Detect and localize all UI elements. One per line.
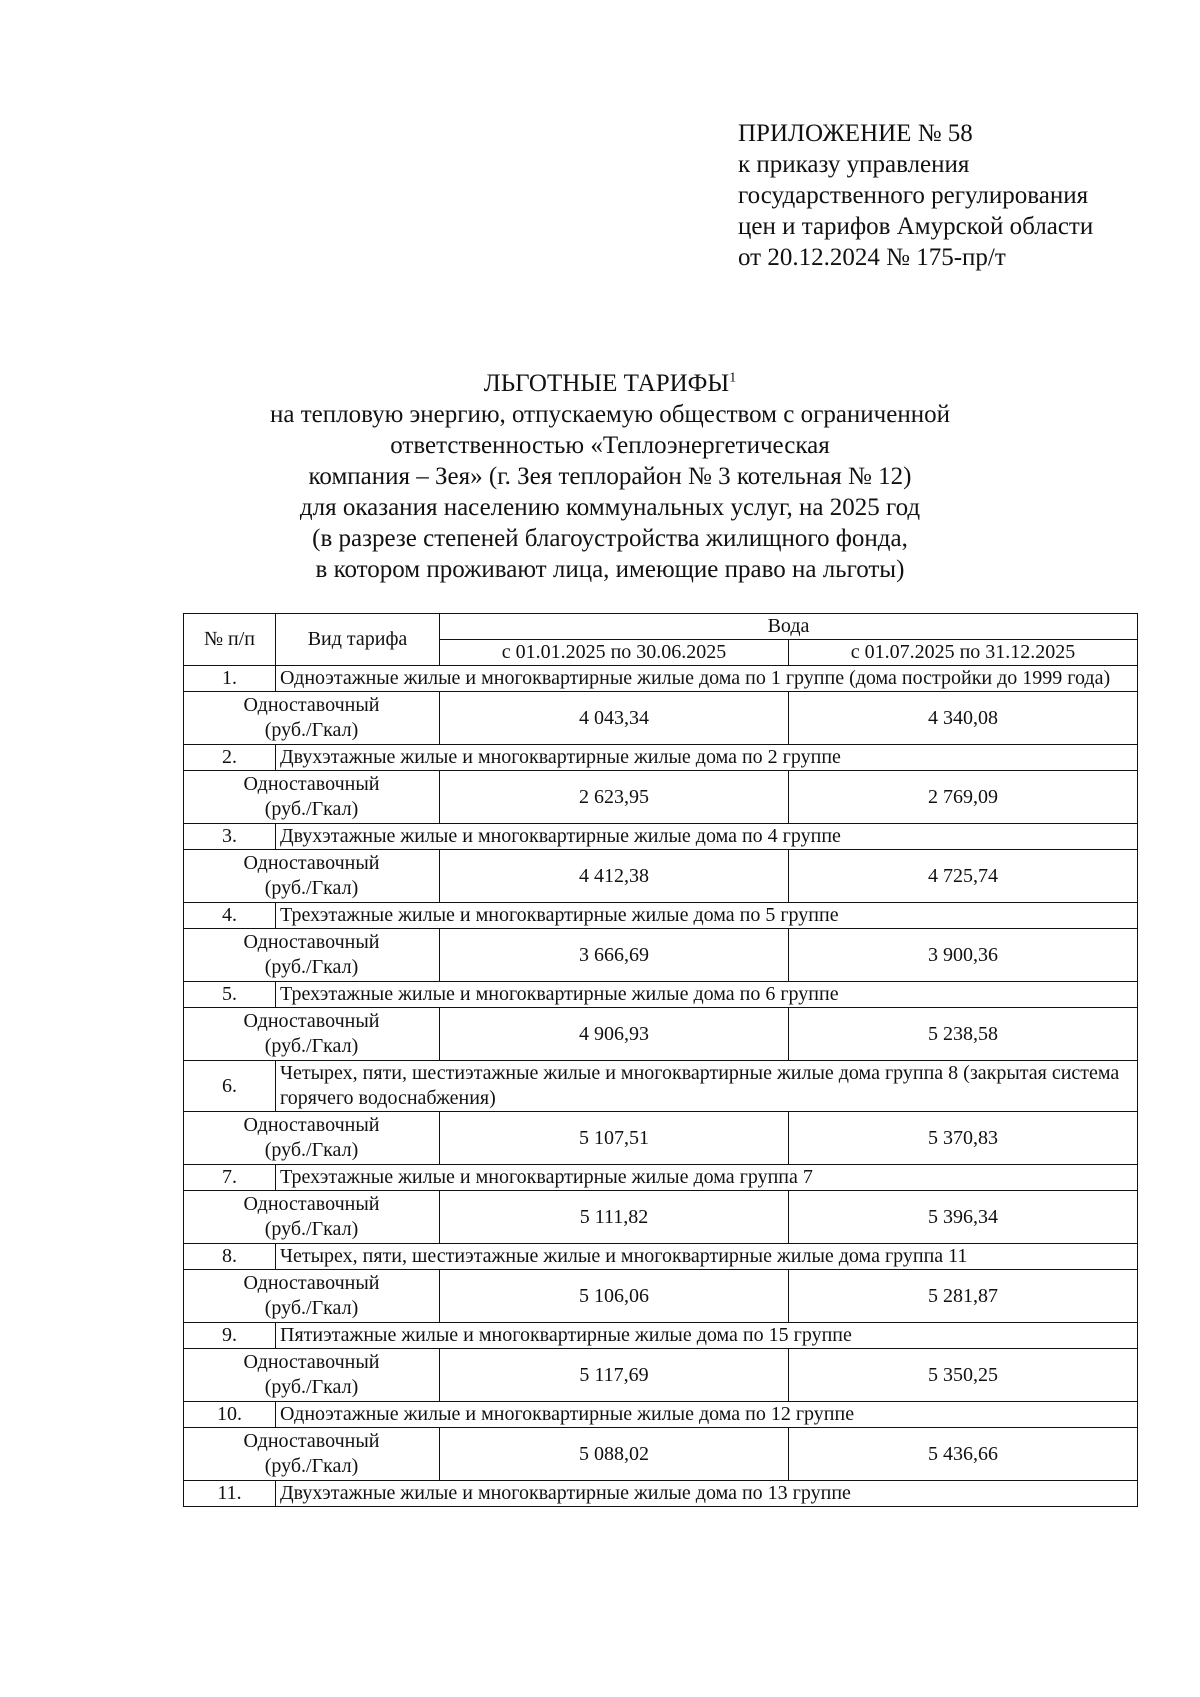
appendix-date: от 20.12.2024 № 175-пр/т [738, 244, 1006, 271]
group-row [184, 1323, 1138, 1349]
title-line: в котором проживают лица, имеющие право на льготы) [315, 556, 905, 583]
tariff-value-period-1: 4 906,93 [440, 1008, 789, 1061]
title-line: на тепловую энергию, отпускаемую обществом с ограниченной [270, 401, 950, 428]
tariff-value-period-2: 5 396,34 [789, 1191, 1138, 1244]
tariff-row [184, 1191, 1138, 1244]
tariff-row [184, 692, 1138, 745]
tariff-value-period-1: 5 107,51 [440, 1112, 789, 1165]
title-text: ЛЬГОТНЫЕ ТАРИФЫ [483, 370, 730, 397]
group-number: 2. [184, 745, 276, 771]
tariff-value-period-2: 4 725,74 [789, 850, 1138, 903]
group-row [184, 1061, 1138, 1112]
tariff-value-period-1: 4 412,38 [440, 850, 789, 903]
tariff-value-period-1: 4 043,34 [440, 692, 789, 745]
tariff-label [184, 692, 440, 745]
group-number: 11. [184, 1481, 276, 1507]
tariff-unit-text: (руб./Гкал) [264, 1297, 359, 1319]
group-row [184, 1481, 1138, 1507]
tariff-row [184, 1349, 1138, 1402]
tariff-label [184, 1349, 440, 1402]
tariff-type-text: Одноставочный [243, 773, 380, 795]
group-number: 1. [184, 666, 276, 692]
group-row [184, 666, 1138, 692]
tariff-label [184, 850, 440, 903]
tariff-unit-text: (руб./Гкал) [264, 956, 359, 978]
group-description: Двухэтажные жилые и многоквартирные жилые дома по 2 группе [276, 745, 1138, 771]
tariff-row [184, 1112, 1138, 1165]
group-number: 9. [184, 1323, 276, 1349]
tariff-value-period-2: 5 281,87 [789, 1270, 1138, 1323]
document-title [170, 368, 1050, 585]
tariff-label [184, 1270, 440, 1323]
header-period-1: с 01.01.2025 по 30.06.2025 [440, 640, 789, 666]
tariff-type-text: Одноставочный [243, 1430, 380, 1452]
group-description: Одноэтажные жилые и многоквартирные жилые дома по 1 группе (дома постройки до 1999 года) [276, 666, 1138, 692]
group-row [184, 982, 1138, 1008]
tariff-type-text: Одноставочный [243, 1114, 380, 1136]
title-main [170, 368, 1050, 399]
group-row [184, 824, 1138, 850]
group-description: Четырех, пяти, шестиэтажные жилые и многоквартирные жилые дома группа 8 (закрытая система горячего водоснабжения) [276, 1061, 1138, 1112]
tariff-type-text: Одноставочный [243, 1272, 380, 1294]
tariff-unit-text: (руб./Гкал) [264, 1218, 359, 1240]
tariff-type-text: Одноставочный [243, 931, 380, 953]
group-row [184, 1244, 1138, 1270]
group-row [184, 1165, 1138, 1191]
tariff-type-text: Одноставочный [243, 694, 380, 716]
header-tariff-type: Вид тарифа [276, 614, 440, 666]
tariff-unit-text: (руб./Гкал) [264, 1139, 359, 1161]
group-description: Двухэтажные жилые и многоквартирные жилые дома по 13 группе [276, 1481, 1138, 1507]
appendix-line: к приказу управления [738, 151, 970, 178]
group-description: Трехэтажные жилые и многоквартирные жилые дома по 6 группе [276, 982, 1138, 1008]
group-description: Трехэтажные жилые и многоквартирные жилые дома по 5 группе [276, 903, 1138, 929]
group-number: 4. [184, 903, 276, 929]
appendix-number: ПРИЛОЖЕНИЕ № 58 [738, 120, 973, 147]
header-period-2: с 01.07.2025 по 31.12.2025 [789, 640, 1138, 666]
tariff-value-period-2: 5 350,25 [789, 1349, 1138, 1402]
tariff-label [184, 1428, 440, 1481]
tariff-type-text: Одноставочный [243, 1010, 380, 1032]
footnote-mark: 1 [729, 370, 737, 386]
header-number: № п/п [184, 614, 276, 666]
appendix-line: государственного регулирования [738, 182, 1089, 209]
group-number: 8. [184, 1244, 276, 1270]
tariff-row [184, 1270, 1138, 1323]
tariff-unit-text: (руб./Гкал) [264, 1455, 359, 1477]
group-row [184, 903, 1138, 929]
tariff-type-text: Одноставочный [243, 852, 380, 874]
group-number: 7. [184, 1165, 276, 1191]
tariff-value-period-2: 5 436,66 [789, 1428, 1138, 1481]
group-description: Одноэтажные жилые и многоквартирные жилые дома по 12 группе [276, 1402, 1138, 1428]
group-description: Трехэтажные жилые и многоквартирные жилые дома группа 7 [276, 1165, 1138, 1191]
title-line: (в разрезе степеней благоустройства жилищного фонда, [312, 525, 908, 552]
group-row [184, 745, 1138, 771]
tariff-unit-text: (руб./Гкал) [264, 877, 359, 899]
tariff-row [184, 850, 1138, 903]
tariff-unit-text: (руб./Гкал) [264, 719, 359, 741]
tariff-value-period-1: 5 106,06 [440, 1270, 789, 1323]
group-description: Пятиэтажные жилые и многоквартирные жилые дома по 15 группе [276, 1323, 1138, 1349]
appendix-line: цен и тарифов Амурской области [738, 213, 1094, 240]
tariff-value-period-2: 3 900,36 [789, 929, 1138, 982]
group-description: Четырех, пяти, шестиэтажные жилые и многоквартирные жилые дома группа 11 [276, 1244, 1138, 1270]
tariff-value-period-1: 5 088,02 [440, 1428, 789, 1481]
title-line: ответственностью «Теплоэнергетическая [390, 432, 830, 459]
tariff-value-period-1: 5 117,69 [440, 1349, 789, 1402]
tariff-value-period-2: 5 370,83 [789, 1112, 1138, 1165]
tariff-row [184, 1428, 1138, 1481]
tariff-unit-text: (руб./Гкал) [264, 1376, 359, 1398]
tariff-table [183, 613, 1138, 1507]
tariff-row [184, 1008, 1138, 1061]
tariff-unit-text: (руб./Гкал) [264, 1035, 359, 1057]
tariff-value-period-1: 5 111,82 [440, 1191, 789, 1244]
tariff-value-period-2: 4 340,08 [789, 692, 1138, 745]
tariff-row [184, 929, 1138, 982]
appendix-header [738, 118, 1093, 273]
tariff-value-period-1: 3 666,69 [440, 929, 789, 982]
group-number: 3. [184, 824, 276, 850]
tariff-label [184, 771, 440, 824]
tariff-value-period-1: 2 623,95 [440, 771, 789, 824]
group-row [184, 1402, 1138, 1428]
title-line: компания – Зея» (г. Зея теплорайон № 3 котельная № 12) [308, 463, 912, 490]
group-description: Двухэтажные жилые и многоквартирные жилые дома по 4 группе [276, 824, 1138, 850]
tariff-label [184, 1112, 440, 1165]
tariff-row [184, 771, 1138, 824]
tariff-type-text: Одноставочный [243, 1193, 380, 1215]
group-number: 5. [184, 982, 276, 1008]
tariff-value-period-2: 2 769,09 [789, 771, 1138, 824]
tariff-label [184, 1008, 440, 1061]
tariff-unit-text: (руб./Гкал) [264, 798, 359, 820]
tariff-type-text: Одноставочный [243, 1351, 380, 1373]
header-water: Вода [440, 614, 1138, 640]
group-number: 10. [184, 1402, 276, 1428]
tariff-label [184, 1191, 440, 1244]
group-number: 6. [184, 1061, 276, 1112]
tariff-label [184, 929, 440, 982]
tariff-value-period-2: 5 238,58 [789, 1008, 1138, 1061]
title-line: для оказания населению коммунальных услуг, на 2025 год [299, 494, 921, 521]
